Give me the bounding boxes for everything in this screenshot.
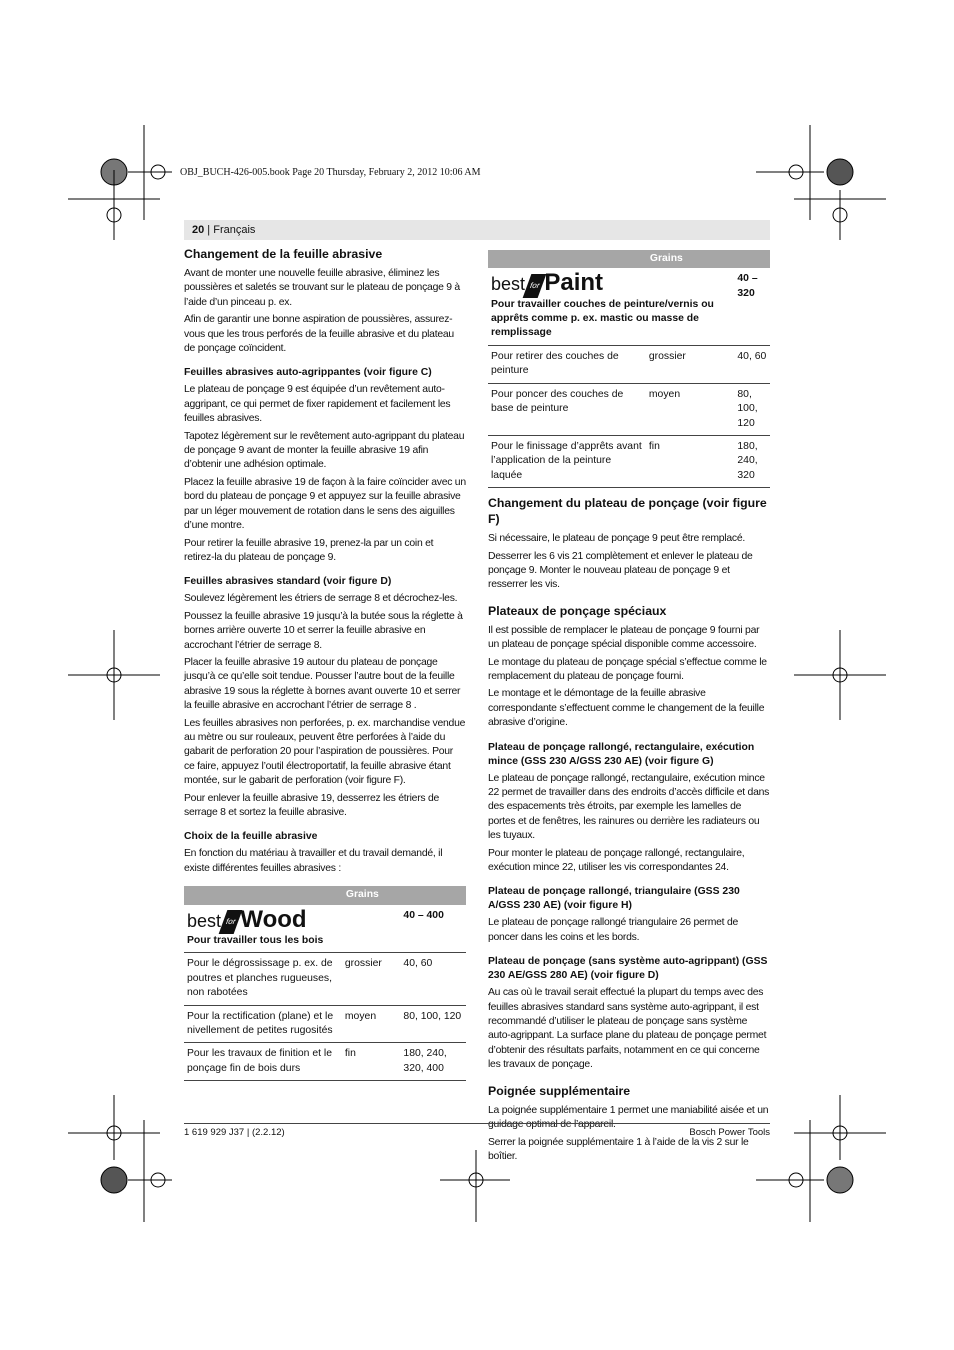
paragraph: Le plateau de ponçage 9 est équipée d’un revêtement auto-aggripant, ce qui permet de fixer rapidement et facilement les feuilles abrasives. [184, 384, 451, 425]
paragraph: Afin de garantir une bonne aspiration de poussières, assurez-vous que les trous perforés de la feuille abrasive et du plateau de ponçage coïncident. [184, 314, 454, 355]
table-row: Pour les travaux de finition et le ponçage fin de bois durs fin 180, 240, 320, 400 [184, 1043, 466, 1081]
subheading: Feuilles abrasives auto-agrippantes (voir figure C) [184, 367, 432, 379]
page-footer [184, 1123, 770, 1138]
heading: Poignée supplémentaire [488, 1083, 631, 1098]
paragraph: Serrer la poignée supplémentaire 1 à l’aide de la vis 2 sur le boîtier. [488, 1136, 749, 1162]
table-subtitle: Pour travailler couches de peinture/vernis ou apprêts comme p. ex. mastic ou masse de remplissage [491, 298, 714, 339]
page-number: 20 [192, 224, 205, 236]
paragraph: Placer la feuille abrasive 19 autour du plateau de ponçage jusqu’à ce qu’elle soit tendue. Pousser l’autre bout de la feuille abrasive 19 sous la réglette à bornes avant ouverte 10 et serrer la feuille abrasive en accrochant l’étrier de serrage 8 . [184, 656, 461, 712]
grains-header: Grains [342, 886, 466, 904]
paragraph: Les feuilles abrasives non perforées, p. ex. marchandise vendue au mètre ou sur rouleaux, peuvent être perforées à l’aide du gabarit de perforation 20 pour l’aspiration de poussières. Pour ce faire, appuyez l’outil électroportatif, la feuille abrasive étant montée, sur le gabarit de perforation (voir figure F). [184, 717, 466, 787]
heading: Plateaux de ponçage spéciaux [488, 603, 667, 618]
paragraph: Tapotez légèrement sur le revêtement auto-agrippant du plateau de ponçage 9 avant de monter la feuille abrasive 19 afin d’obtenir une adhésion optimale. [184, 430, 465, 471]
paragraph: La poignée supplémentaire 1 permet une maniabilité aisée et un guidage optimal de l’appareil. [488, 1104, 769, 1131]
paragraph: Le montage et le démontage de la feuille abrasive correspondante s’effectuent comme le changement de la feuille abrasive d’origine. [488, 688, 765, 729]
grains-header: Grains [646, 250, 770, 268]
doc-code: 1 619 929 J37 | (2.2.12) [184, 1127, 285, 1138]
best-for-wood-logo: best for Wood [187, 905, 307, 933]
grain-range: 40 – 400 [400, 905, 466, 953]
wood-grain-table [184, 886, 466, 1081]
paragraph: Pour enlever la feuille abrasive 19, desserrez les étriers de serrage 8 et sortez la feuille abrasive. [184, 792, 440, 818]
subheading: Plateau de ponçage rallongé, triangulaire (GSS 230 A/GSS 230 AE) (voir figure H) [488, 886, 740, 912]
subheading: Feuilles abrasives standard (voir figure D) [184, 576, 392, 588]
print-slug: OBJ_BUCH-426-005.book Page 20 Thursday, February 2, 2012 10:06 AM [180, 167, 481, 178]
paint-grain-table [488, 250, 770, 488]
right-column [488, 250, 770, 1167]
table-row: Pour le finissage d’apprêts avant l’application de la peinture laquée fin 180, 240, 320 [488, 435, 770, 487]
paragraph: Pour monter le plateau de ponçage rallongé, rectangulaire, exécution mince 22, utiliser les vis correspondantes 24. [488, 847, 745, 874]
table-row: Pour retirer des couches de peinture grossier 40, 60 [488, 345, 770, 383]
paragraph: Si nécessaire, le plateau de ponçage 9 peut être remplacé. [488, 533, 745, 545]
paragraph: Le montage du plateau de ponçage spécial s’effectue comme le remplacement du plateau de ponçage fourni. [488, 656, 767, 682]
left-column [184, 246, 466, 1081]
grain-range: 40 – 320 [734, 268, 770, 345]
subheading: Plateau de ponçage (sans système auto-agrippant) (GSS 230 AE/GSS 280 AE) (voir figure D) [488, 956, 768, 982]
paragraph: Le plateau de ponçage rallongé triangulaire 26 permet de poncer dans les coins et les bords. [488, 917, 738, 943]
paragraph: Pour retirer la feuille abrasive 19, prenez-la par un coin et retirez-la du plateau de ponçage 9. [184, 537, 434, 563]
subheading: Plateau de ponçage rallongé, rectangulaire, exécution mince (GSS 230 A/GSS 230 AE) (voir figure G) [488, 741, 755, 767]
table-row: Pour la rectification (plane) et le nivellement de petites rugosités moyen 80, 100, 120 [184, 1005, 466, 1043]
table-subtitle: Pour travailler tous les bois [187, 934, 324, 946]
table-row: Pour le dégrossissage p. ex. de poutres et planches rugueuses, non rabotées grossier 40, 60 [184, 953, 466, 1005]
section-name: Français [213, 224, 256, 236]
paragraph: Poussez la feuille abrasive 19 jusqu’à la butée sous la réglette à bornes arrière ouverte 10 et serrer la feuille abrasive en accrochant l’étrier de serrage 8. [184, 610, 463, 651]
heading: Changement du plateau de ponçage (voir figure F) [488, 496, 767, 527]
paragraph: Placez la feuille abrasive 19 de façon à la faire coïncider avec un bord du plateau de ponçage 9 et appuyez sur la feuille abrasive par un léger mouvement de rotation dans le sens des aiguilles d’une montre. [184, 476, 466, 532]
paragraph: Soulevez légèrement les étriers de serrage 8 et décrochez-les. [184, 593, 458, 605]
best-for-paint-logo: best for Paint [491, 269, 604, 297]
paragraph: Avant de monter une nouvelle feuille abrasive, éliminez les poussières et saletés se trouvant sur le plateau de ponçage 9 à l’aide d’un pinceau p. ex. [184, 268, 460, 308]
paragraph: Le plateau de ponçage rallongé, rectangulaire, exécution mince 22 permet de travailler dans des endroits d’accès difficile et dans des espacements très étroits, par exemple les lamelles de portes et de fenêtres, les rainures ou derrière les radiateurs ou les tuyaux. [488, 772, 770, 842]
table-row: Pour poncer des couches de base de peinture moyen 80, 100, 120 [488, 383, 770, 435]
subheading: Choix de la feuille abrasive [184, 831, 318, 843]
heading: Changement de la feuille abrasive [184, 247, 383, 261]
paragraph: Il est possible de remplacer le plateau de ponçage 9 fourni par un plateau de ponçage spécial disponible comme accessoire. [488, 624, 760, 651]
paragraph: En fonction du matériau à travailler et du travail demandé, il existe différentes feuilles abrasives : [184, 848, 443, 874]
page-header: 20 | Français [184, 220, 770, 240]
paragraph: Desserrer les 6 vis 21 complètement et enlever le plateau de ponçage 9. Monter le nouveau plateau de ponçage 9 et resserrer les vis. [488, 550, 753, 591]
paragraph: Au cas où le travail serait effectué la plupart du temps avec des feuilles abrasives standard sans système auto-agrippant, il est recommandé d’utiliser le plateau de ponçage sans système auto-agrippant. La surface plane du plateau de ponçage permet d’obtenir des résultats parfaits, notamment en ce qui concerne les travaux de ponçage. [488, 987, 767, 1071]
brand-footer: Bosch Power Tools [689, 1127, 770, 1138]
